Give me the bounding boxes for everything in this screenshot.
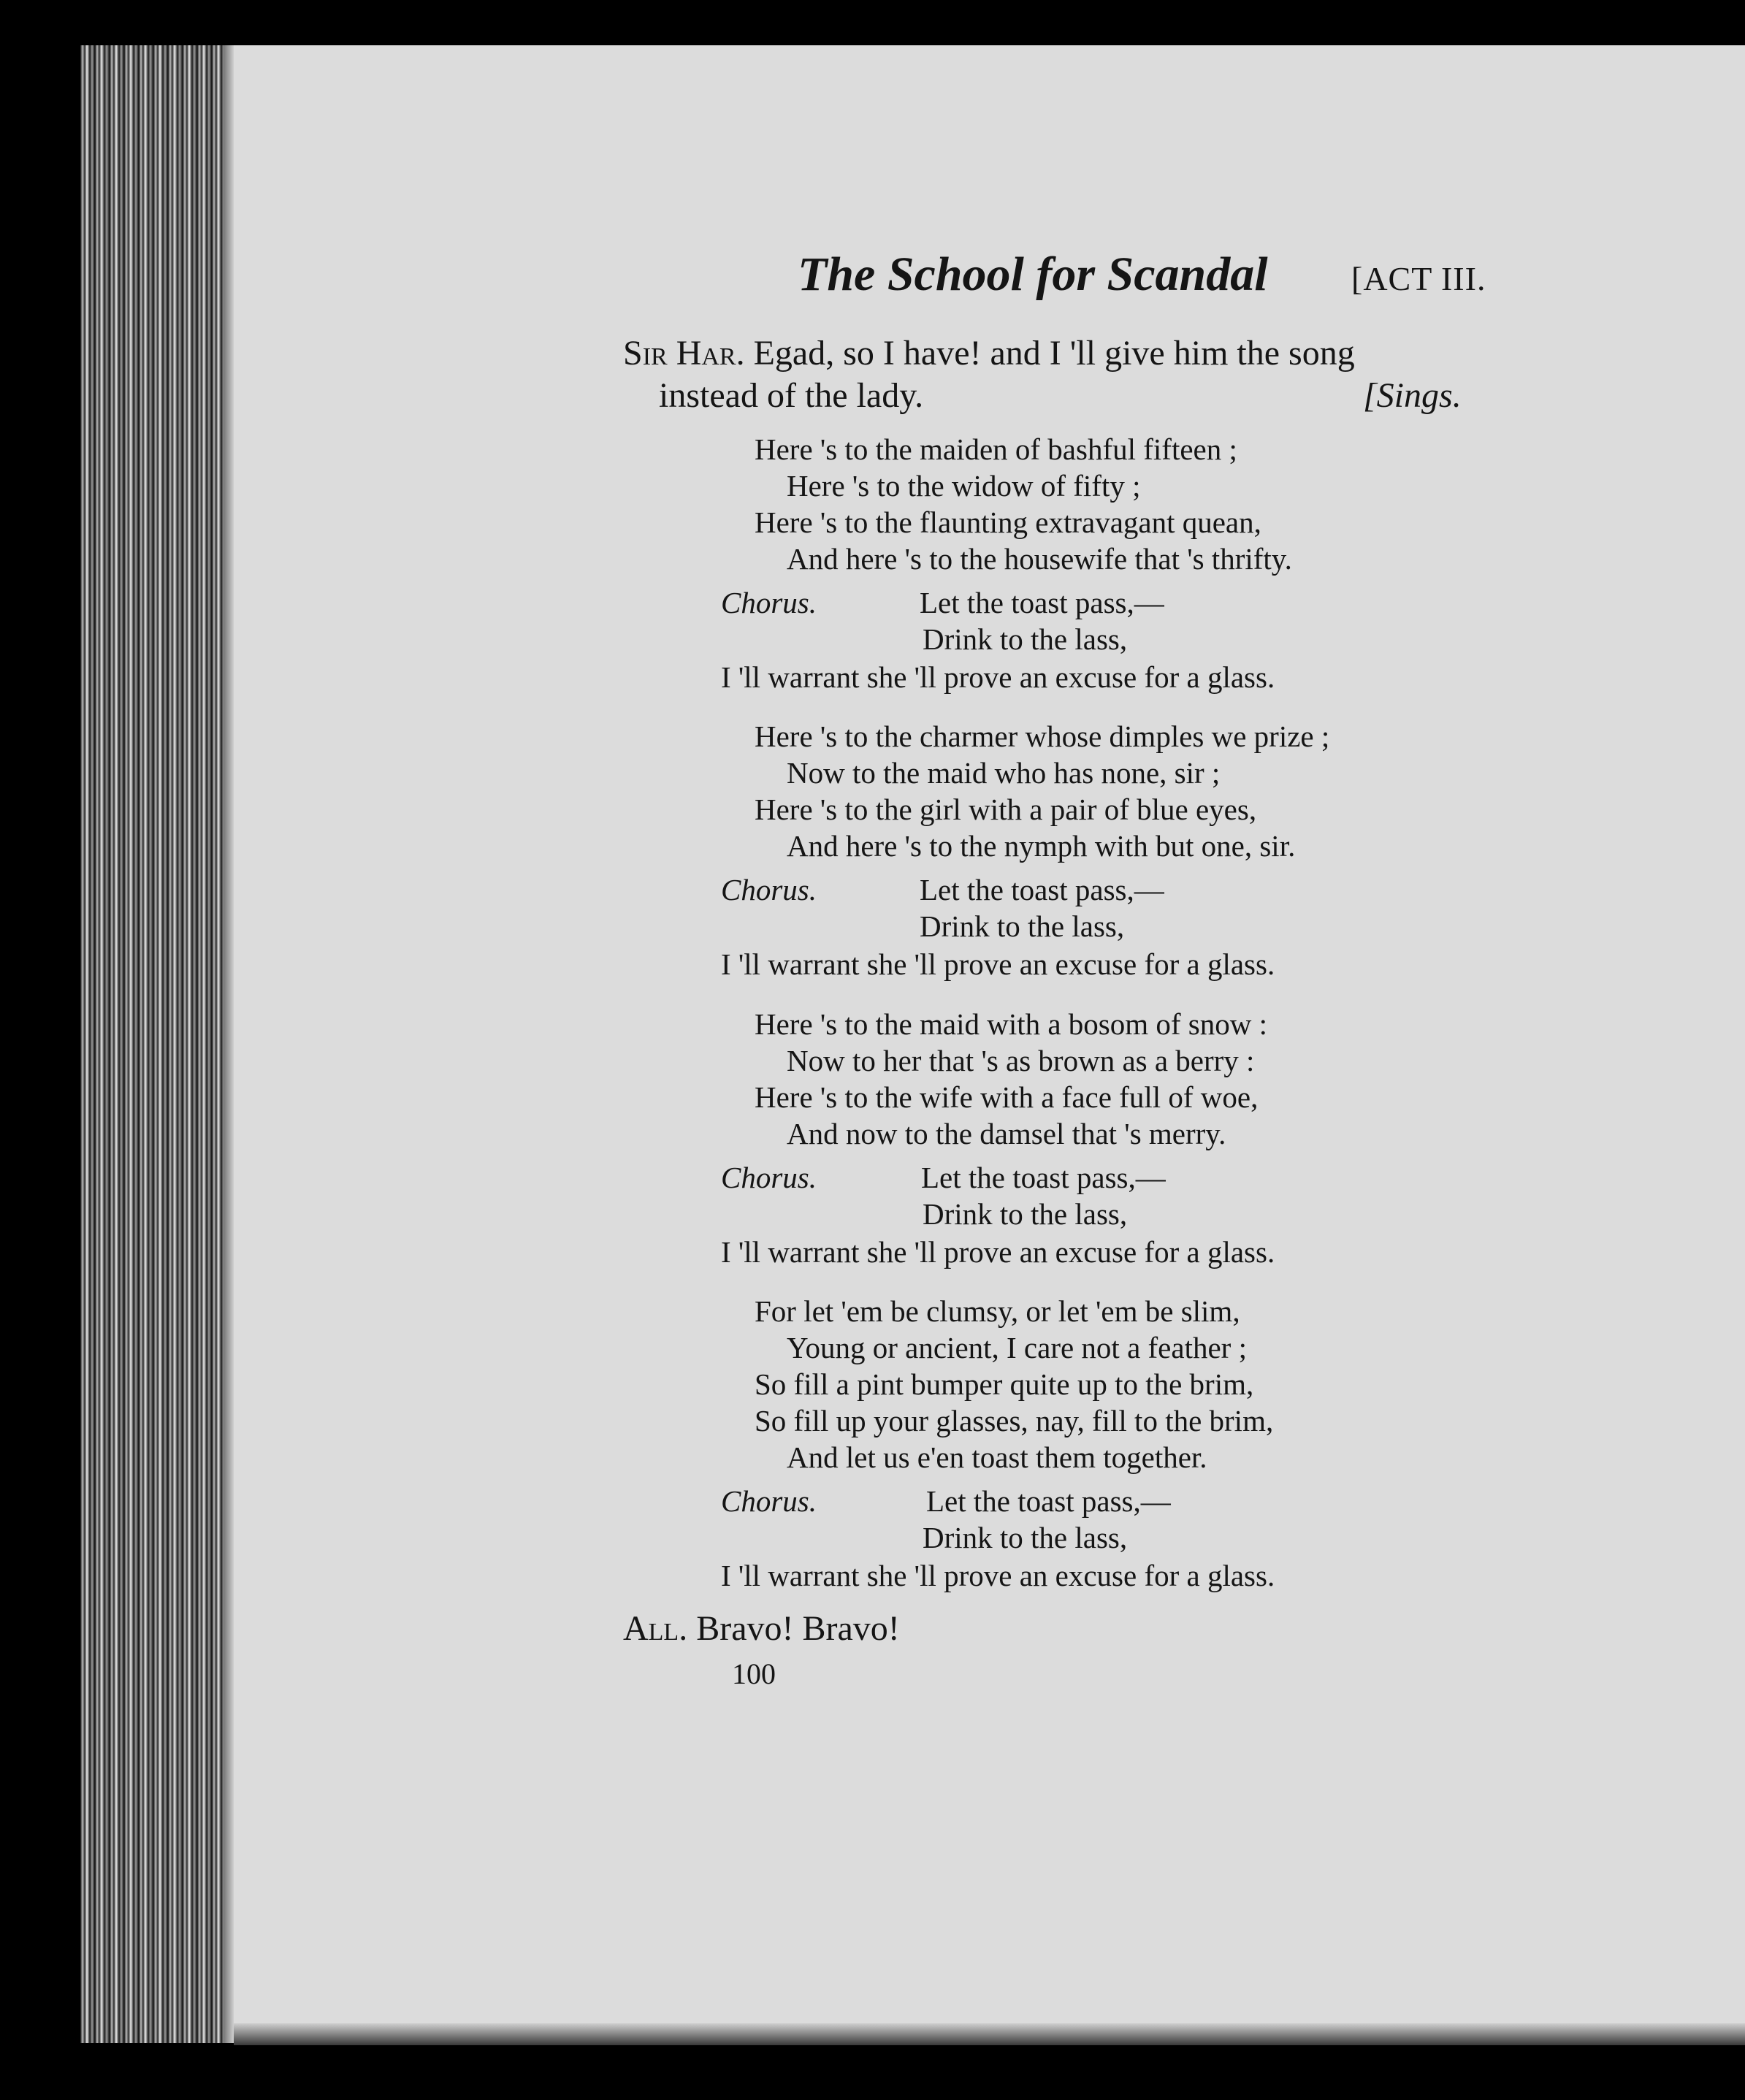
page-number: 100 — [732, 1657, 776, 1690]
speech-text: Bravo! Bravo! — [696, 1609, 900, 1648]
verse-line: Here 's to the wife with a face full of woe, — [755, 1080, 1259, 1114]
chorus-line: Drink to the lass, — [920, 909, 1125, 943]
verse-line: Here 's to the maiden of bashful fifteen ; — [755, 432, 1237, 466]
chorus-line: Drink to the lass, — [923, 1521, 1128, 1554]
verse-line: Here 's to the charmer whose dimples we prize ; — [755, 719, 1330, 753]
chorus-label: Chorus. — [721, 586, 817, 619]
verse-line: Here 's to the flaunting extravagant quean, — [755, 505, 1261, 539]
chorus-label: Chorus. — [721, 873, 817, 906]
chorus-line: Let the toast pass,— — [921, 1161, 1166, 1194]
speech-text: Egad, so I have! and I 'll give him the song — [753, 334, 1355, 373]
chorus-line: I 'll warrant she 'll prove an excuse for a glass. — [721, 1559, 1275, 1592]
verse-line: Here 's to the girl with a pair of blue eyes, — [755, 793, 1257, 826]
chorus-line: Drink to the lass, — [923, 1197, 1128, 1231]
verse-line: For let 'em be clumsy, or let 'em be slim, — [755, 1294, 1240, 1328]
verse-line: Now to the maid who has none, sir ; — [787, 756, 1221, 790]
chorus-line: Let the toast pass,— — [926, 1484, 1171, 1518]
verse-line: Here 's to the widow of fifty ; — [787, 469, 1141, 503]
stage-direction: [Sings. — [1363, 376, 1462, 415]
act-marker: [ACT III. — [1351, 260, 1486, 297]
chorus-label: Chorus. — [721, 1161, 817, 1194]
chorus-line: Let the toast pass,— — [920, 873, 1164, 906]
verse-line: Here 's to the maid with a bosom of snow : — [755, 1007, 1268, 1041]
verse-line: So fill a pint bumper quite up to the brim, — [755, 1367, 1254, 1401]
speaker-name: Sir Har. — [623, 334, 745, 373]
page-bottom-shadow — [234, 2023, 1745, 2045]
running-title: The School for Scandal — [798, 248, 1268, 301]
page-edges — [80, 45, 234, 2043]
verse-line: And now to the damsel that 's merry. — [787, 1117, 1226, 1150]
chorus-line: I 'll warrant she 'll prove an excuse for a glass. — [721, 947, 1275, 981]
verse-line: And let us e'en toast them together. — [787, 1440, 1207, 1474]
verse-line: And here 's to the housewife that 's thrifty. — [787, 542, 1292, 576]
speech-line — [623, 1611, 900, 1646]
chorus-line: Drink to the lass, — [923, 622, 1128, 656]
speaker-name: All. — [623, 1609, 688, 1648]
verse-line: And here 's to the nymph with but one, sir. — [787, 829, 1296, 863]
speech-line — [623, 336, 1355, 371]
speech-text: instead of the lady. — [659, 376, 924, 415]
chorus-label: Chorus. — [721, 1484, 817, 1518]
verse-line: Young or ancient, I care not a feather ; — [787, 1331, 1247, 1364]
verse-line: Now to her that 's as brown as a berry : — [787, 1044, 1255, 1077]
verse-line: So fill up your glasses, nay, fill to the brim, — [755, 1404, 1274, 1437]
chorus-line: I 'll warrant she 'll prove an excuse for a glass. — [721, 1235, 1275, 1269]
chorus-line: I 'll warrant she 'll prove an excuse for a glass. — [721, 660, 1275, 694]
chorus-line: Let the toast pass,— — [920, 586, 1164, 619]
